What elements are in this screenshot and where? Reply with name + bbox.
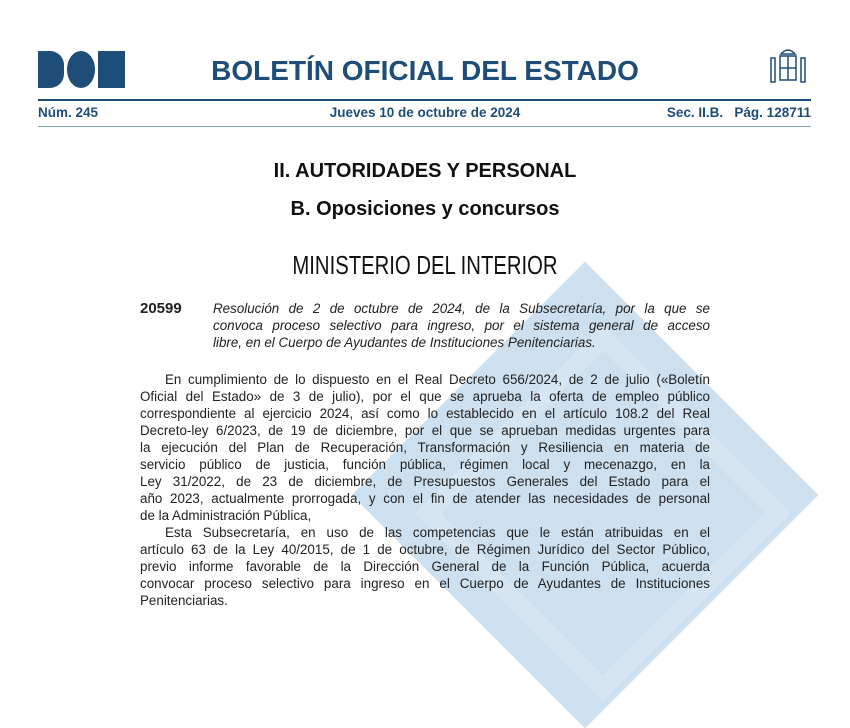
header-rule-lower [38,126,811,127]
body-line: Decreto-ley 6/2023, de 19 de diciembre, por el que se aprueban medidas urgentes para [140,423,710,438]
body-line: año 2023, actualmente prorrogada, y con el fin de atender las necesidades de personal [140,491,710,506]
body-line: artículo 63 de la Ley 40/2015, de 1 de octubre, de Régimen Jurídico del Sector Público, [140,542,710,557]
body-line: convocar proceso selectivo para ingreso en el Cuerpo de Ayudantes de Instituciones [140,576,710,591]
header-rule [38,99,811,101]
resolution-number: 20599 [140,300,182,317]
body-line: de la Administración Pública, [140,508,312,523]
body-line: Oficial del Estado» de 3 de julio), por el que se aprueba la oferta de empleo público [140,389,710,404]
body-line: previo informe favorable de la Dirección General de la Función Pública, acuerda [140,559,710,574]
issue-date: Jueves 10 de octubre de 2024 [329,105,521,120]
resolution-title-line: libre, en el Cuerpo de Ayudantes de Instituciones Penitenciarias. [213,335,596,350]
resolution-title-line: Resolución de 2 de octubre de 2024, de la Subsecretaría, por la que se [213,301,710,316]
issue-number: Núm. 245 [38,105,99,120]
section-title: II. AUTORIDADES Y PERSONAL [273,160,577,182]
section-page [667,105,811,120]
section-label: Sec. II.B. [666,105,724,120]
subsection-title: B. Oposiciones y concursos [290,198,560,220]
resolution-title-line: convoca proceso selectivo para ingreso, por el sistema general de acceso [213,318,710,333]
body-line: En cumplimiento de lo dispuesto en el Real Decreto 656/2024, de 2 de julio («Boletín [165,372,710,387]
ministry-title: MINISTERIO DEL INTERIOR [292,250,558,280]
body-line: Penitenciarias. [140,593,228,608]
body-line: la ejecución del Plan de Recuperación, Transformación y Resiliencia en materia de [140,440,710,455]
body-line: correspondiente al ejercicio 2024, así como lo establecido en el artículo 108.2 del Real [140,406,710,421]
page-number: Pág. 128711 [734,105,811,120]
page-title: BOLETÍN OFICIAL DEL ESTADO [211,55,639,86]
body-line: Ley 31/2022, de 23 de diciembre, de Presupuestos Generales del Estado para el [140,474,710,489]
coat-of-arms-icon [765,44,811,90]
body-line: Esta Subsecretaría, en uso de las competencias que le están atribuidas en el [165,525,710,540]
body-line: servicio público de justicia, función pública, régimen local y mecenazgo, en la [140,457,710,472]
